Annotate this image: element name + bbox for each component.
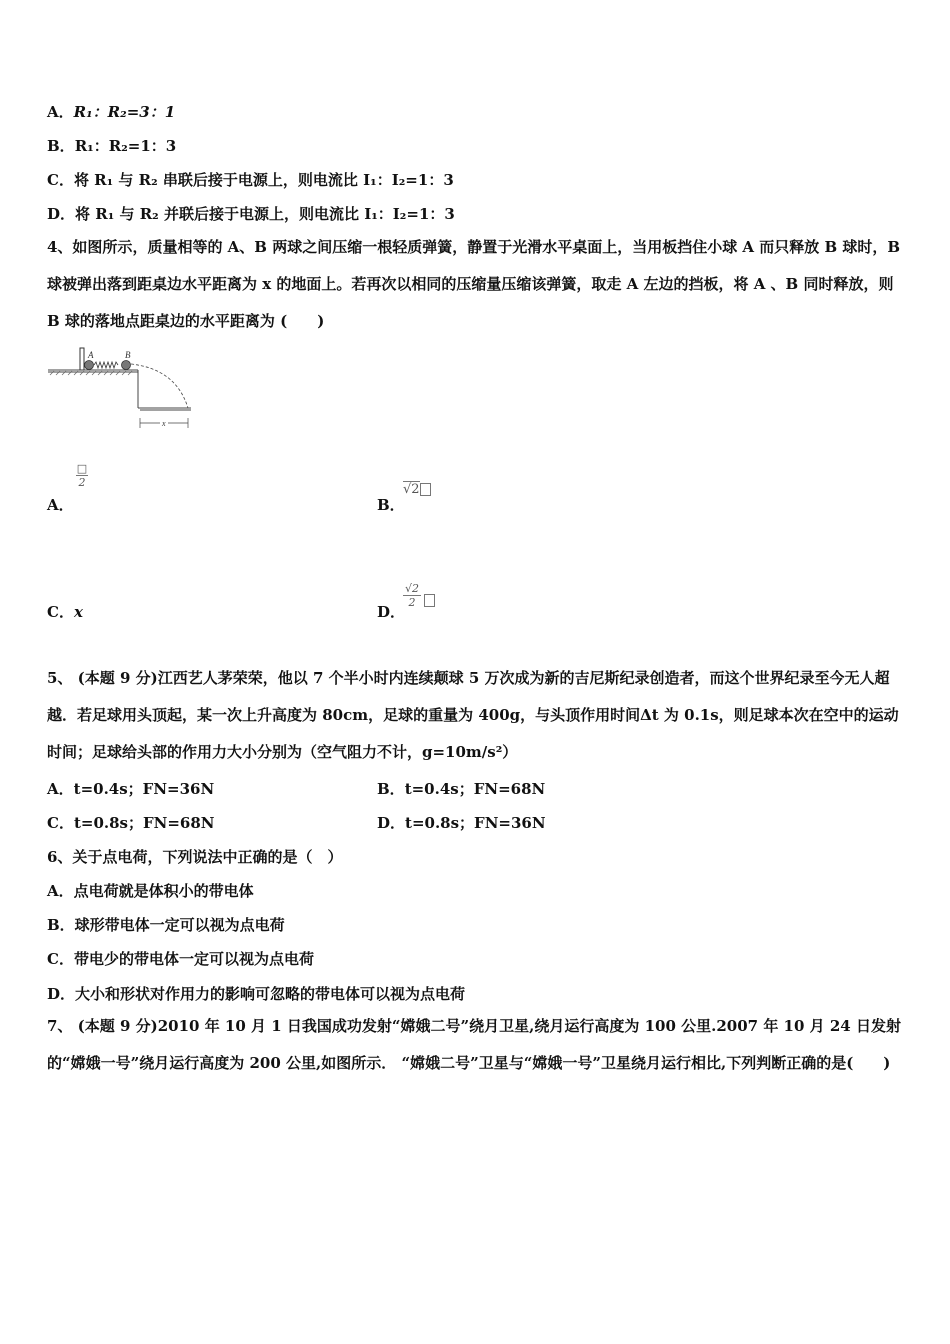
q6-option-a: A．点电荷就是体积小的带电体 — [47, 882, 254, 900]
q4-spring-figure — [46, 344, 196, 432]
q4-option-a-denominator: 2 — [78, 476, 86, 489]
q4-option-d-denominator: 2 — [408, 596, 416, 609]
q4-option-a-fraction — [76, 462, 88, 489]
q5-option-b-text: t=0.4s；FN=68N — [404, 780, 546, 798]
label-a: A — [88, 350, 94, 360]
q4-option-c-label: C．x — [47, 603, 83, 621]
q4-option-d-label: D． — [377, 603, 406, 621]
blocking-board — [80, 348, 84, 370]
spring — [94, 362, 118, 368]
q5-option-c-text: t=0.8s；FN=68N — [73, 814, 215, 832]
q3-option-a-text: R₁：R₂=3：1 — [73, 103, 176, 121]
q5-option-d: D．t=0.8s；FN=36N — [377, 814, 546, 832]
q3-option-c-text: 将 R₁ 与 R₂ 串联后接于电源上，则电流比 I₁：I₂=1：3 — [73, 171, 454, 189]
q5-option-b: B．t=0.4s；FN=68N — [377, 780, 546, 798]
q3-option-d: D．将 R₁ 与 R₂ 并联后接于电源上，则电流比 I₁：I₂=1：3 — [47, 205, 455, 223]
q3-option-a: A．R₁：R₂=3：1 — [47, 103, 176, 121]
q7-stem: 7、 (本题 9 分)2010 年 10 月 1 日我国成功发射“嫦娥二号”绕月卫星,绕月运行高度为 100 公里.2007 年 10 月 24 日发射的“嫦娥一号”绕月运行高度为 200 公里,如图所示． “嫦娥二号”卫星与“嫦娥一号”卫星绕月运行相比,下列判断正确的是( ) — [47, 1017, 901, 1072]
q6-option-d: D．大小和形状对作用力的影响可忽略的带电体可以视为点电荷 — [47, 985, 466, 1003]
q6-option-c: C．带电少的带电体一定可以视为点电荷 — [47, 950, 314, 968]
q6-option-b: B．球形带电体一定可以视为点电荷 — [47, 916, 285, 934]
ball-b — [122, 361, 131, 370]
q3-option-c: C．将 R₁ 与 R₂ 串联后接于电源上，则电流比 I₁：I₂=1：3 — [47, 171, 454, 189]
q4-option-b-label: B． — [377, 496, 405, 514]
q3-option-d-text: 将 R₁ 与 R₂ 并联后接于电源上，则电流比 I₁：I₂=1：3 — [75, 205, 455, 223]
trajectory — [131, 364, 188, 408]
q4-option-c-text: x — [73, 603, 83, 621]
q5-option-c: C．t=0.8s；FN=68N — [47, 814, 215, 832]
table-surface — [48, 370, 191, 410]
q4-option-a-numerator: □ — [76, 462, 88, 475]
q5-option-a: A．t=0.4s；FN=36N — [47, 780, 215, 798]
q4-option-b-expr: √2 — [403, 482, 431, 497]
q4-stem: 4、如图所示，质量相等的 A、B 两球之间压缩一根轻质弹簧，静置于光滑水平桌面上，当用板挡住小球 A 而只释放 B 球时，B 球被弹出落到距桌边水平距离为 x 的地面上。若再次以相同的压缩量压缩该弹簧，取走 A 左边的挡板，将 A 、B 同时释放，则 B 球的落地点距桌边的水平距离为 ( ) — [47, 238, 901, 330]
q4-option-b-placeholder-box — [420, 483, 431, 496]
label-x: x — [162, 419, 166, 428]
q4-option-a-label: A． — [47, 496, 74, 514]
q5-stem: 5、 (本题 9 分)江西艺人茅荣荣，他以 7 个半小时内连续颠球 5 万次成为新的吉尼斯纪录创造者，而这个世界纪录至今无人超越．若足球用头顶起，某一次上升高度为 80cm，足球的重量为 400g，与头顶作用时间Δt 为 0.1s，则足球本次在空中的运动时间；足球给头部的作用力大小分别为（空气阻力不计，g=10m/s²） — [47, 669, 899, 761]
q5-option-a-text: t=0.4s；FN=36N — [73, 780, 215, 798]
q6-stem: 6、关于点电荷，下列说法中正确的是（ ） — [47, 848, 343, 866]
q3-option-b-text: R₁：R₂=1：3 — [74, 137, 177, 155]
label-b: B — [125, 350, 131, 360]
ball-a — [85, 361, 94, 370]
q4-option-d-numerator: √2 — [404, 582, 419, 595]
q4-option-d-fraction — [403, 582, 421, 609]
q5-option-d-text: t=0.8s；FN=36N — [405, 814, 546, 832]
q3-option-b: B．R₁：R₂=1：3 — [47, 137, 177, 155]
q4-option-d-placeholder-box — [424, 594, 435, 607]
